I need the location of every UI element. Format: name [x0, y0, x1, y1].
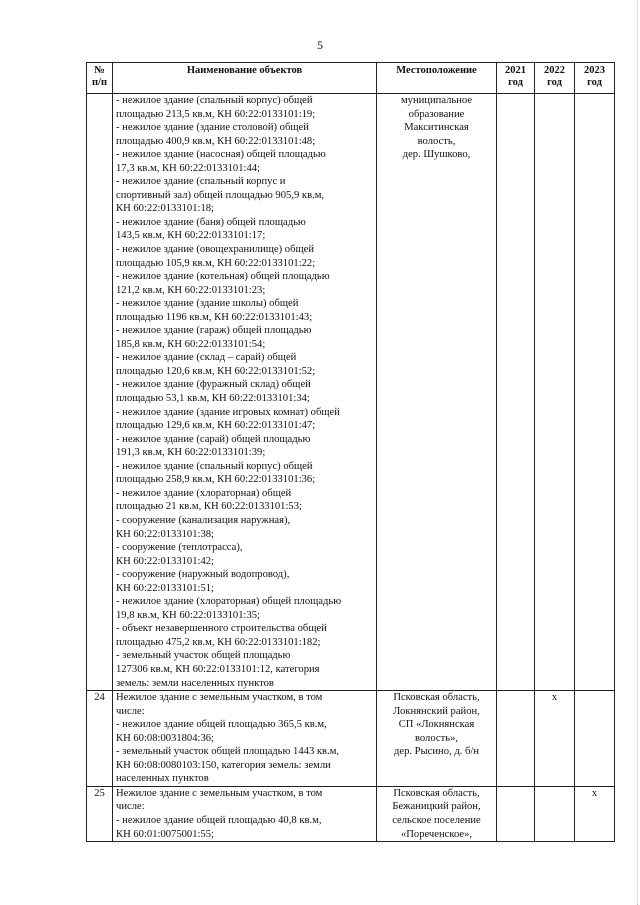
- description-line: 121,2 кв.м, КН 60:22:0133101:23;: [116, 284, 266, 296]
- location-line: волость»,: [414, 732, 459, 744]
- year-mark-2023: [575, 94, 615, 691]
- description-line: - нежилое здание (спальный корпус) общей: [116, 460, 313, 472]
- description-line: - объект незавершенного строительства общей: [116, 623, 327, 635]
- description-line: - нежилое здание (хлораторная) общей: [116, 487, 292, 499]
- table-body: [87, 94, 615, 842]
- row-number: [87, 94, 113, 691]
- header-location: Местоположение: [377, 63, 497, 94]
- description-line: КН 60:22:0133101:18;: [116, 203, 214, 215]
- description-line: площадью 1196 кв.м, КН 60:22:0133101:43;: [116, 311, 313, 323]
- location-line: муниципальное: [400, 95, 473, 106]
- description-line: - сооружение (теплотрасса),: [116, 542, 243, 554]
- objects-table: [86, 62, 615, 842]
- description-line: КН 60:08:0080103:150, категория земель: земли: [116, 759, 331, 771]
- description-line: - нежилое здание (баня) общей площадью: [116, 216, 306, 228]
- description-line: - нежилое здание (спальный корпус) общей: [116, 95, 313, 106]
- description-line: 143,5 кв.м, КН 60:22:0133101:17;: [116, 230, 266, 242]
- location-line: образование: [408, 108, 465, 120]
- header-name: Наименование объектов: [113, 63, 377, 94]
- description-line: 127306 кв.м, КН 60:22:0133101:12, категория: [116, 663, 320, 675]
- object-location: [377, 94, 497, 691]
- page-number: 5: [317, 38, 323, 52]
- description-line: - нежилое здание (хлораторная) общей площадью: [116, 596, 342, 608]
- location-line: «Пореченское»,: [400, 828, 473, 840]
- description-line: - земельный участок общей площадью 1443 кв.м,: [116, 746, 340, 758]
- year-mark-2023: [575, 691, 615, 787]
- location-line: Псковская область,: [393, 787, 480, 799]
- year-mark-2021: [497, 94, 535, 691]
- description-line: площадью 105,9 кв.м, КН 60:22:0133101:22;: [116, 257, 316, 269]
- description-line: 17,3 кв.м, КН 60:22:0133101:44;: [116, 162, 260, 174]
- description-line: - сооружение (наружный водопровод),: [116, 569, 290, 581]
- description-line: КН 60:22:0133101:51;: [116, 582, 214, 594]
- header-num: № п/п: [87, 63, 113, 94]
- description-line: КН 60:22:0133101:42;: [116, 555, 214, 567]
- year-mark-2022: [535, 786, 575, 841]
- description-line: числе:: [116, 705, 145, 717]
- location-line: дер. Шушково,: [402, 149, 471, 161]
- location-line: Локнянский район,: [393, 705, 480, 717]
- description-line: - сооружение (канализация наружная),: [116, 514, 291, 526]
- object-description: [113, 786, 377, 841]
- description-line: - нежилое здание (здание школы) общей: [116, 298, 299, 310]
- object-location: [377, 786, 497, 841]
- description-line: - нежилое здание (спальный корпус и: [116, 176, 286, 188]
- year-mark-2022: х: [535, 691, 575, 787]
- description-line: - нежилое здание (сарай) общей площадью: [116, 433, 311, 445]
- description-line: площадью 120,6 кв.м, КН 60:22:0133101:52;: [116, 365, 316, 377]
- year-mark-2021: [497, 786, 535, 841]
- table-row: [87, 691, 615, 787]
- description-line: спортивный зал) общей площадью 905,9 кв.м,: [116, 189, 325, 201]
- description-line: земель: земли населенных пунктов: [116, 677, 274, 689]
- description-line: Нежилое здание с земельным участком, в том: [116, 787, 323, 799]
- table-row: [87, 94, 615, 691]
- header-2021: 2021 год: [497, 63, 535, 94]
- description-line: площадью 129,6 кв.м, КН 60:22:0133101:47;: [116, 420, 316, 432]
- description-line: - нежилое здание (здание столовой) общей: [116, 122, 309, 134]
- description-line: КН 60:22:0133101:38;: [116, 528, 214, 540]
- description-line: - земельный участок общей площадью: [116, 650, 291, 662]
- location-line: дер. Рысино, д. б/н: [393, 746, 480, 758]
- location-line: Макситинская: [404, 122, 469, 134]
- location-line: сельское поселение: [392, 814, 481, 826]
- location-line: волость,: [417, 135, 456, 147]
- description-line: - нежилое здание (овощехранилище) общей: [116, 244, 314, 256]
- location-line: Бежаницкий район,: [392, 801, 481, 813]
- description-line: площадью 213,5 кв.м, КН 60:22:0133101:19;: [116, 108, 316, 120]
- row-number: 24: [87, 691, 113, 787]
- row-number: 25: [87, 786, 113, 841]
- description-line: - нежилое здание (котельная) общей площадью: [116, 271, 330, 283]
- description-line: - нежилое здание (фуражный склад) общей: [116, 379, 311, 391]
- object-description: [113, 691, 377, 787]
- description-line: 185,8 кв.м, КН 60:22:0133101:54;: [116, 338, 266, 350]
- description-line: КН 60:01:0075001:55;: [116, 828, 214, 840]
- header-2023: 2023 год: [575, 63, 615, 94]
- description-line: - нежилое здание общей площадью 40,8 кв.м,: [116, 814, 322, 826]
- location-line: СП «Локнянская: [398, 719, 475, 731]
- location-line: Псковская область,: [393, 692, 480, 704]
- object-location: [377, 691, 497, 787]
- description-line: площадью 400,9 кв.м, КН 60:22:0133101:48;: [116, 135, 316, 147]
- description-line: - нежилое здание общей площадью 365,5 кв.м,: [116, 719, 327, 731]
- description-line: Нежилое здание с земельным участком, в том: [116, 692, 323, 704]
- description-line: числе:: [116, 801, 145, 813]
- description-line: 191,3 кв.м, КН 60:22:0133101:39;: [116, 447, 266, 459]
- description-line: населенных пунктов: [116, 773, 209, 785]
- description-line: площадью 258,9 кв.м, КН 60:22:0133101:36;: [116, 474, 316, 486]
- description-line: площадью 475,2 кв.м, КН 60:22:0133101:182;: [116, 636, 321, 648]
- description-line: 19,8 кв.м, КН 60:22:0133101:35;: [116, 609, 260, 621]
- year-mark-2022: [535, 94, 575, 691]
- description-line: - нежилое здание (склад – сарай) общей: [116, 352, 297, 364]
- description-line: - нежилое здание (насосная) общей площадью: [116, 149, 326, 161]
- description-line: площадью 53,1 кв.м, КН 60:22:0133101:34;: [116, 393, 310, 405]
- object-description: [113, 94, 377, 691]
- description-line: КН 60:08:0031804:36;: [116, 732, 214, 744]
- year-mark-2021: [497, 691, 535, 787]
- description-line: - нежилое здание (гараж) общей площадью: [116, 325, 312, 337]
- table-row: [87, 786, 615, 841]
- year-mark-2023: х: [575, 786, 615, 841]
- header-2022: 2022 год: [535, 63, 575, 94]
- description-line: - нежилое здание (здание игровых комнат) общей: [116, 406, 340, 418]
- description-line: площадью 21 кв.м, КН 60:22:0133101:53;: [116, 501, 302, 513]
